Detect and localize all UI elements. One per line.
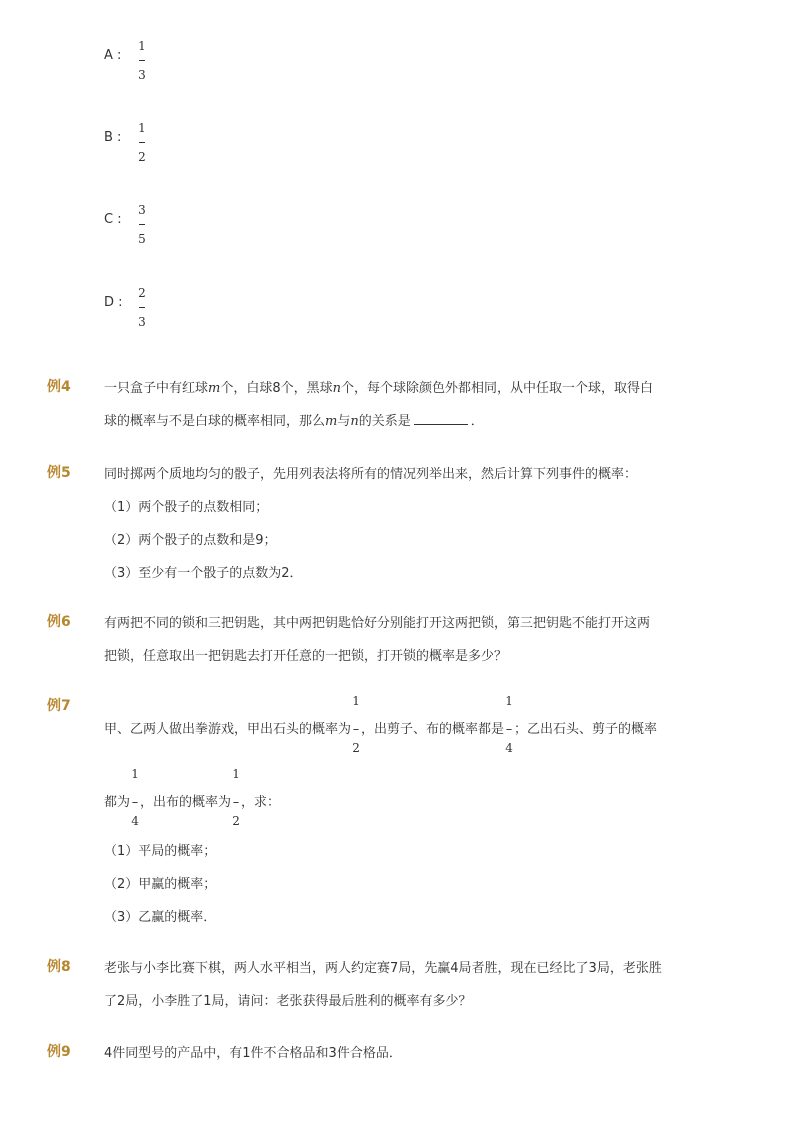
example-4-line-1 (104, 377, 653, 396)
example-5-question-1: （1）两个骰子的点数相同； (104, 500, 269, 515)
fraction-denominator: 5 (138, 232, 146, 246)
text-segment: ，求： (241, 795, 281, 810)
fraction-denominator: 3 (138, 68, 146, 82)
variable-m: m (208, 381, 221, 396)
fraction-numerator: 2 (138, 286, 146, 300)
example-9-line-1: 4件同型号的产品中，有1件不合格品和3件合格品． (104, 1046, 402, 1061)
example-6-label: 例6 (47, 614, 71, 630)
text-segment: ；乙出石头、剪子的概率 (514, 722, 658, 737)
text-segment: 都为 (104, 795, 131, 810)
fraction-numerator: 1 (352, 694, 360, 708)
example-8-line-1: 老张与小李比赛下棋，两人水平相当，两人约定赛7局，先赢4局者胜，现在已经比了3局，老张胜 (104, 961, 662, 976)
example-8-label: 例8 (47, 959, 71, 975)
example-4-label: 例4 (47, 379, 71, 395)
variable-n: n (350, 414, 359, 429)
text-segment: 与 (337, 414, 351, 429)
fraction-denominator: 4 (131, 814, 139, 828)
choice-letter: B : (104, 130, 122, 145)
choice-fraction (137, 204, 147, 245)
inline-fraction (130, 767, 140, 828)
example-5-line-1: 同时掷两个质地均匀的骰子，先用列表法将所有的情况列举出来，然后计算下列事件的概率： (104, 467, 638, 482)
text-segment: ． (470, 414, 484, 429)
fraction-bar: – (131, 795, 139, 810)
text-segment: 甲、乙两人做出拳游戏，甲出石头的概率为 (104, 722, 352, 737)
text-segment: 一只盒子中有红球 (104, 381, 209, 396)
text-segment: ，出剪子、布的概率都是 (361, 722, 505, 737)
example-7-question-2: （2）甲赢的概率； (104, 877, 217, 892)
fraction-numerator: 1 (138, 121, 146, 135)
fraction-bar: – (505, 722, 513, 737)
fraction-bar: – (352, 722, 360, 737)
fraction-bar (139, 142, 145, 143)
text-segment: 球的概率与不是白球的概率相同，那么 (104, 414, 326, 429)
text-segment: 个，白球8个，黑球 (220, 381, 333, 396)
example-6-line-1: 有两把不同的锁和三把钥匙，其中两把钥匙恰好分别能打开这两把锁，第三把钥匙不能打开这两 (104, 616, 651, 631)
inline-fraction (504, 694, 514, 755)
fraction-bar (139, 224, 145, 225)
choice-fraction (137, 40, 147, 81)
fraction-denominator: 2 (232, 814, 240, 828)
choice-letter: D : (104, 295, 123, 310)
text-segment: 个，每个球除颜色外都相同，从中任取一个球，取得白 (341, 381, 654, 396)
choice-fraction (137, 287, 147, 328)
example-9-label: 例9 (47, 1044, 71, 1060)
fraction-denominator: 2 (138, 150, 146, 164)
example-7-question-1: （1）平局的概率； (104, 844, 217, 859)
example-5-question-2: （2）两个骰子的点数和是9； (104, 533, 277, 548)
variable-m: m (325, 414, 338, 429)
answer-blank[interactable] (414, 414, 468, 425)
choice-letter: A : (104, 48, 122, 63)
choice-letter: C : (104, 212, 122, 227)
fraction-denominator: 3 (138, 315, 146, 329)
fraction-numerator: 3 (138, 203, 146, 217)
example-5-label: 例5 (47, 465, 71, 481)
fraction-denominator: 2 (352, 741, 360, 755)
example-7-label: 例7 (47, 698, 71, 714)
inline-fraction (351, 694, 361, 755)
choice-fraction (137, 122, 147, 163)
example-4-line-2 (104, 410, 484, 429)
inline-fraction (231, 767, 241, 828)
example-6-line-2: 把锁，任意取出一把钥匙去打开任意的一把锁，打开锁的概率是多少？ (104, 649, 508, 664)
fraction-bar: – (232, 795, 240, 810)
example-5-question-3: （3）至少有一个骰子的点数为2． (104, 566, 303, 581)
variable-n: n (332, 381, 341, 396)
example-7-question-3: （3）乙赢的概率． (104, 910, 217, 925)
example-7-line-1 (104, 694, 658, 755)
fraction-bar (139, 307, 145, 308)
fraction-bar (139, 60, 145, 61)
example-8-line-2: 了2局，小李胜了1局，请问：老张获得最后胜利的概率有多少？ (104, 994, 472, 1009)
fraction-numerator: 1 (232, 767, 240, 781)
fraction-numerator: 1 (131, 767, 139, 781)
fraction-numerator: 1 (505, 694, 513, 708)
text-segment: 的关系是 (358, 414, 411, 429)
fraction-numerator: 1 (138, 39, 146, 53)
text-segment: ，出布的概率为 (140, 795, 232, 810)
example-7-line-2 (104, 767, 281, 828)
fraction-denominator: 4 (505, 741, 513, 755)
